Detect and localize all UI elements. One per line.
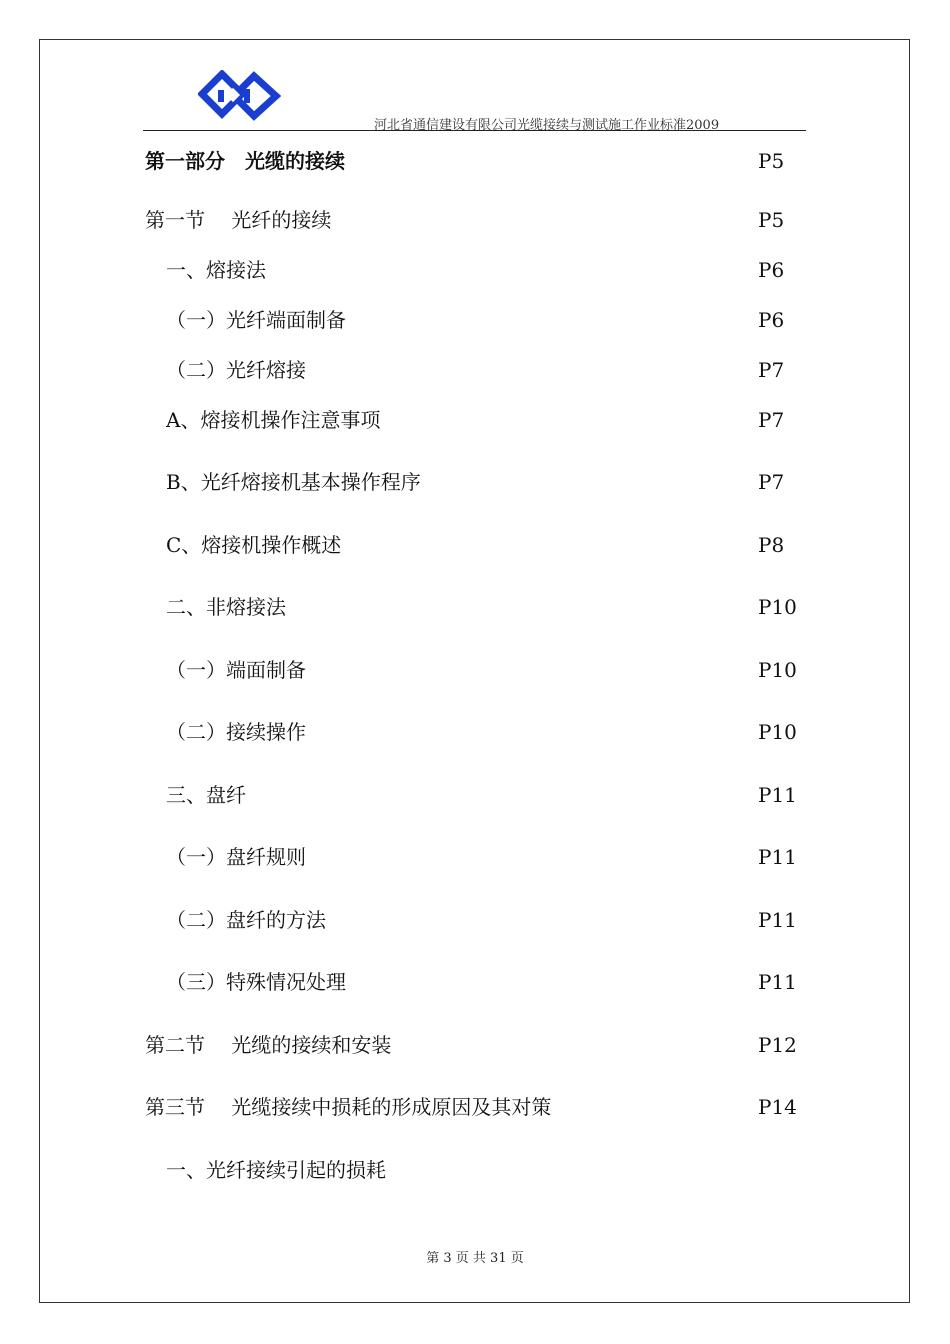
toc-entry-label: 二、非熔接法 bbox=[166, 595, 286, 619]
toc-entry-label: （一）光纤端面制备 bbox=[166, 308, 346, 332]
toc-entry[interactable] bbox=[0, 1092, 950, 1122]
toc-entry-label: （二）盘纤的方法 bbox=[166, 908, 326, 932]
toc-entry[interactable] bbox=[0, 842, 950, 872]
toc-entry[interactable] bbox=[0, 255, 950, 285]
header-rule bbox=[143, 130, 806, 131]
toc-entry-label: 第一部分 光缆的接续 bbox=[145, 149, 345, 173]
toc-entry-page: P11 bbox=[758, 970, 797, 994]
toc-entry[interactable] bbox=[0, 405, 950, 435]
toc-entry[interactable] bbox=[0, 530, 950, 560]
toc-entry-page: P5 bbox=[758, 208, 785, 232]
toc-entry-label: （一）盘纤规则 bbox=[166, 845, 306, 869]
toc-entry-label: （二）接续操作 bbox=[166, 720, 306, 744]
toc-entry[interactable] bbox=[0, 355, 950, 385]
company-logo bbox=[198, 70, 282, 122]
toc-entry[interactable] bbox=[0, 205, 950, 235]
toc-entry[interactable] bbox=[0, 967, 950, 997]
toc-entry-label: （一）端面制备 bbox=[166, 658, 306, 682]
header-title: 河北省通信建设有限公司光缆接续与测试施工作业标准2009 bbox=[374, 118, 720, 133]
toc-entry-page: P7 bbox=[758, 358, 785, 382]
toc-entry-page: P12 bbox=[758, 1033, 797, 1057]
toc-entry-page: P11 bbox=[758, 908, 797, 932]
toc-entry-page: P8 bbox=[758, 533, 785, 557]
toc-entry[interactable] bbox=[0, 1030, 950, 1060]
toc-entry-label: 第二节 光缆的接续和安装 bbox=[145, 1033, 392, 1057]
page-footer: 第 3 页 共 31 页 bbox=[426, 1251, 524, 1266]
toc-entry-page: P10 bbox=[758, 595, 797, 619]
toc-entry[interactable] bbox=[0, 655, 950, 685]
toc-entry[interactable] bbox=[0, 146, 950, 176]
toc-entry-page: P7 bbox=[758, 408, 785, 432]
toc-entry[interactable] bbox=[0, 905, 950, 935]
toc-entry-page: P10 bbox=[758, 658, 797, 682]
toc-entry-label: C、熔接机操作概述 bbox=[166, 533, 342, 557]
toc-entry-page: P6 bbox=[758, 308, 785, 332]
toc-entry-label: A、熔接机操作注意事项 bbox=[166, 408, 381, 432]
toc-entry-label: 一、熔接法 bbox=[166, 258, 266, 282]
toc-entry-page: P6 bbox=[758, 258, 785, 282]
toc-entry-page: P10 bbox=[758, 720, 797, 744]
toc-entry[interactable] bbox=[0, 717, 950, 747]
toc-entry-label: 第三节 光缆接续中损耗的形成原因及其对策 bbox=[145, 1095, 552, 1119]
toc-entry-label: （三）特殊情况处理 bbox=[166, 970, 346, 994]
toc-entry-label: （二）光纤熔接 bbox=[166, 358, 306, 382]
toc-entry-page: P14 bbox=[758, 1095, 797, 1119]
toc-entry[interactable] bbox=[0, 305, 950, 335]
toc-entry[interactable] bbox=[0, 592, 950, 622]
toc-entry[interactable] bbox=[0, 1155, 950, 1185]
toc-entry-label: 一、光纤接续引起的损耗 bbox=[166, 1158, 386, 1182]
toc-entry-page: P11 bbox=[758, 845, 797, 869]
toc-entry[interactable] bbox=[0, 780, 950, 810]
toc-entry-label: B、光纤熔接机基本操作程序 bbox=[166, 470, 421, 494]
toc-entry-page: P11 bbox=[758, 783, 797, 807]
toc-entry[interactable] bbox=[0, 467, 950, 497]
toc-entry-page: P5 bbox=[758, 149, 785, 173]
toc-entry-label: 第一节 光纤的接续 bbox=[145, 208, 332, 232]
toc-entry-label: 三、盘纤 bbox=[166, 783, 246, 807]
toc-entry-page: P7 bbox=[758, 470, 785, 494]
